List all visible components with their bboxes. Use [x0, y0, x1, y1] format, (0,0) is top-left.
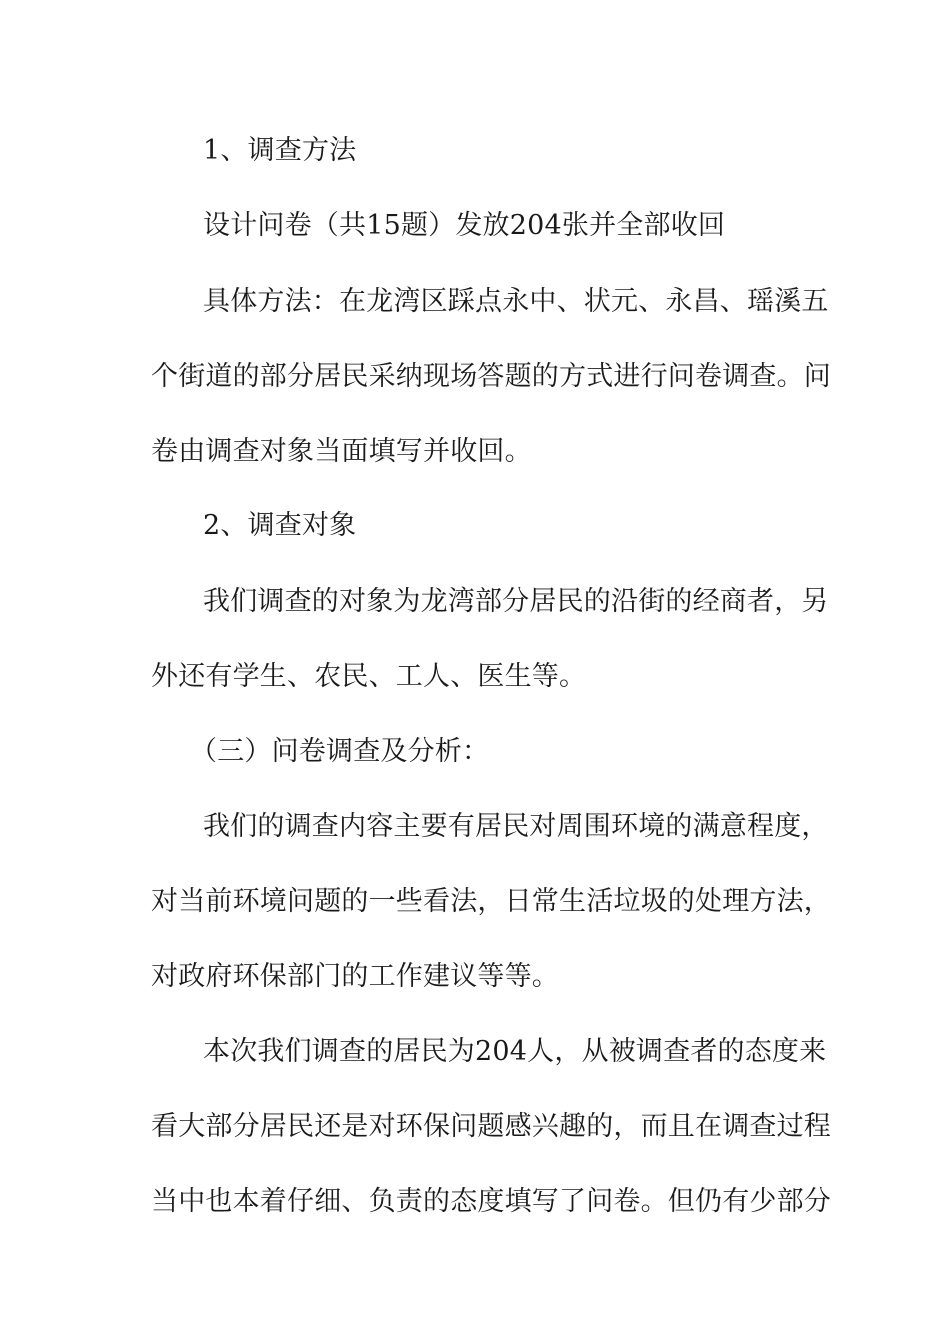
paragraph-line: 当中也本着仔细、负责的态度填写了问卷。但仍有少部分: [151, 1186, 831, 1217]
paragraph-line: 看大部分居民还是对环保问题感兴趣的，而且在调查过程: [151, 1111, 831, 1142]
paragraph-line: 个街道的部分居民采纳现场答题的方式进行问卷调查。问: [151, 361, 831, 392]
paragraph-line: 外还有学生、农民、工人、医生等。: [151, 661, 587, 692]
paragraph-line: 对政府环保部门的工作建议等等。: [151, 961, 559, 992]
section-heading-questionnaire-analysis: （三）问卷调查及分析：: [190, 736, 490, 767]
paragraph-line: 具体方法：在龙湾区踩点永中、状元、永昌、瑶溪五: [203, 286, 829, 317]
paragraph-line: 我们调查的对象为龙湾部分居民的沿街的经商者，另: [203, 586, 829, 617]
paragraph-line: 卷由调查对象当面填写并收回。: [151, 436, 532, 467]
section-heading-survey-method: 1、调查方法: [203, 135, 357, 166]
paragraph-line: 对当前环境问题的一些看法，日常生活垃圾的处理方法，: [151, 886, 831, 917]
paragraph-line: 我们的调查内容主要有居民对周围环境的满意程度，: [203, 811, 829, 842]
paragraph-line: 本次我们调查的居民为204人，从被调查者的态度来: [203, 1036, 827, 1067]
paragraph-line: 设计问卷（共15题）发放204张并全部收回: [203, 210, 726, 241]
section-heading-survey-subjects: 2、调查对象: [203, 510, 357, 541]
